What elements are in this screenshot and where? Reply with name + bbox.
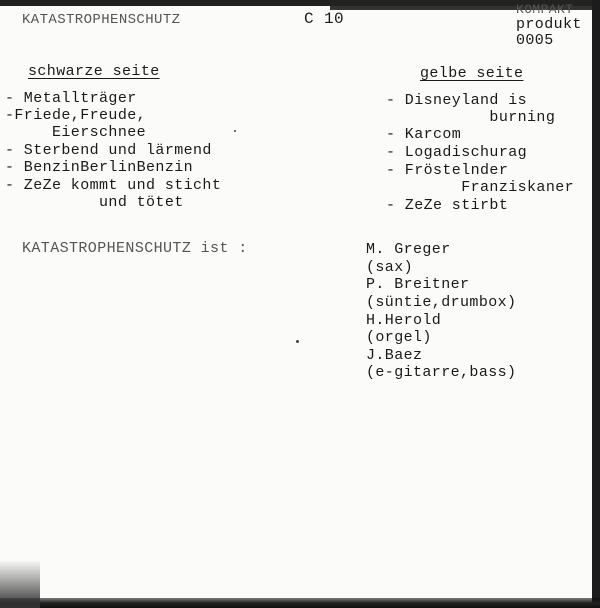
- lineup-label: KATASTROPHENSCHUTZ ist :: [22, 240, 248, 257]
- label-line-2: produkt: [516, 16, 582, 33]
- speck-mark: [296, 340, 299, 343]
- track-item: Franziskaner: [386, 179, 575, 196]
- track-item: - Fröstelnder: [386, 162, 509, 179]
- track-item: und tötet: [5, 194, 184, 211]
- member-line: P. Breitner: [366, 276, 470, 293]
- track-item: - Sterbend und lärmend: [5, 142, 212, 159]
- track-item: - Logadischurag: [386, 144, 528, 161]
- scan-edge-right: [592, 0, 600, 608]
- label-line-3: 0005: [516, 32, 554, 49]
- track-item: - ZeZe stirbt: [386, 197, 509, 214]
- scan-edge-bottom: [0, 598, 600, 608]
- catalog-number: C 10: [304, 10, 345, 28]
- track-item: - Karcom: [386, 126, 462, 143]
- member-line: J.Baez: [366, 347, 423, 364]
- label-line-1: KOMPAKT: [516, 2, 574, 17]
- member-line: (orgel): [366, 329, 432, 346]
- member-line: H.Herold: [366, 312, 442, 329]
- speck-mark: [234, 130, 236, 132]
- track-item: - Metallträger: [5, 90, 137, 107]
- member-line: (süntie,drumbox): [366, 294, 517, 311]
- header-title: KATASTROPHENSCHUTZ: [22, 12, 181, 28]
- track-item: - ZeZe kommt und sticht: [5, 177, 222, 194]
- track-item: - Disneyland is: [386, 92, 528, 109]
- member-line: (e-gitarre,bass): [366, 364, 517, 381]
- track-item: - BenzinBerlinBenzin: [5, 159, 194, 176]
- scan-smudge: [0, 560, 40, 608]
- member-line: M. Greger: [366, 241, 451, 258]
- member-line: (sax): [366, 259, 414, 276]
- side-b-heading: gelbe seite: [420, 65, 524, 82]
- track-item: Eierschnee: [5, 124, 147, 141]
- track-item: burning: [386, 109, 556, 126]
- side-a-heading: schwarze seite: [28, 63, 160, 80]
- track-item: -Friede,Freude,: [5, 107, 147, 124]
